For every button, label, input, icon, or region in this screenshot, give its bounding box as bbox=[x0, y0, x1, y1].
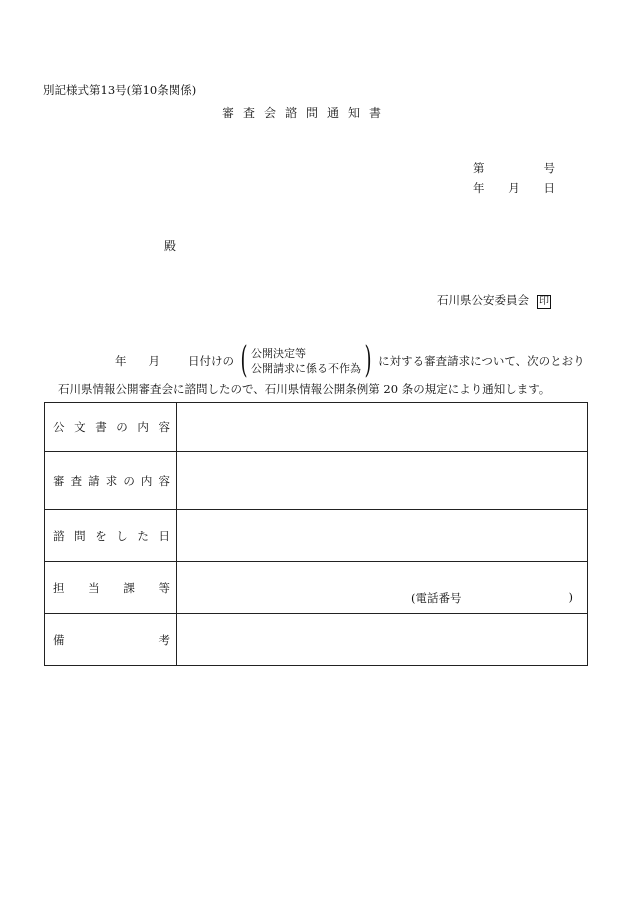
label-char: 考 bbox=[158, 632, 170, 647]
label-char: の bbox=[116, 420, 128, 434]
phone-label: (電話番号 bbox=[411, 591, 462, 605]
label-char: 査 bbox=[70, 473, 83, 488]
body-month: 月 bbox=[148, 354, 160, 368]
department-field[interactable] bbox=[177, 562, 588, 614]
label-char: 等 bbox=[158, 580, 170, 595]
body-date-suffix: 日付けの bbox=[188, 354, 234, 368]
table-row-document-content bbox=[45, 403, 588, 452]
label-char: 公 bbox=[53, 420, 65, 434]
label-char: 日 bbox=[158, 528, 170, 543]
issuer bbox=[437, 292, 551, 309]
label-char: 内 bbox=[137, 420, 149, 434]
row-label bbox=[45, 403, 177, 452]
label-char: を bbox=[95, 528, 107, 543]
issue-date-line bbox=[473, 180, 555, 196]
label-char: 課 bbox=[123, 580, 135, 595]
date-year: 年 bbox=[473, 181, 485, 195]
body-line-1-rest: に対する審査請求について、次のとおり bbox=[378, 354, 585, 368]
table-row-remarks bbox=[45, 614, 588, 666]
label-char: 諮 bbox=[53, 528, 65, 543]
label-char: 備 bbox=[53, 632, 65, 647]
row-label bbox=[45, 562, 177, 614]
body-line-1 bbox=[115, 340, 585, 381]
body-line-2: 石川県情報公開審査会に諮問したので、石川県情報公開条例第 20 条の規定により通知します。 bbox=[58, 382, 551, 396]
document-title: 審査会諮問通知書 bbox=[222, 106, 391, 120]
row-label bbox=[45, 614, 177, 666]
document-content-field[interactable] bbox=[177, 403, 588, 452]
remarks-field[interactable] bbox=[177, 614, 588, 666]
inquiry-date-field[interactable] bbox=[177, 510, 588, 562]
document-number-line bbox=[473, 160, 555, 176]
label-char: 書 bbox=[95, 420, 107, 434]
phone-number-line bbox=[411, 590, 573, 606]
row-label bbox=[45, 510, 177, 562]
option-disclosure-decision: 公開決定等 bbox=[251, 347, 307, 360]
issuer-name: 石川県公安委員会 bbox=[437, 293, 529, 307]
bracket-close: ) bbox=[364, 340, 372, 381]
label-char: 文 bbox=[74, 420, 86, 434]
row-label bbox=[45, 452, 177, 510]
table-row-inquiry-date bbox=[45, 510, 588, 562]
label-char: 容 bbox=[158, 420, 170, 434]
label-char: 内 bbox=[140, 473, 153, 488]
date-day: 日 bbox=[543, 181, 555, 195]
label-char: た bbox=[137, 528, 149, 543]
form-code: 別記様式第13号(第10条関係) bbox=[43, 83, 197, 97]
option-bracket bbox=[237, 340, 375, 381]
label-char: 当 bbox=[88, 580, 100, 595]
option-inaction: 公開請求に係る不作為 bbox=[251, 362, 362, 375]
label-char: 担 bbox=[53, 580, 65, 595]
label-char: 問 bbox=[74, 528, 86, 543]
number-suffix: 号 bbox=[543, 161, 555, 175]
body-year: 年 bbox=[115, 354, 127, 368]
table-row-request-content bbox=[45, 452, 588, 510]
label-char: し bbox=[116, 528, 128, 543]
info-table bbox=[44, 402, 588, 666]
seal-mark: 印 bbox=[539, 296, 549, 307]
label-char: の bbox=[123, 473, 135, 488]
number-prefix: 第 bbox=[473, 161, 485, 175]
bracket-open: ( bbox=[240, 340, 248, 381]
label-char: 求 bbox=[105, 473, 118, 488]
label-char: 審 bbox=[53, 473, 65, 488]
request-content-field[interactable] bbox=[177, 452, 588, 510]
date-month: 月 bbox=[508, 181, 520, 195]
label-char: 容 bbox=[158, 473, 170, 488]
table-row-department bbox=[45, 562, 588, 614]
phone-close: ) bbox=[568, 590, 573, 604]
label-char: 請 bbox=[88, 473, 100, 488]
addressee-honorific: 殿 bbox=[164, 239, 177, 253]
